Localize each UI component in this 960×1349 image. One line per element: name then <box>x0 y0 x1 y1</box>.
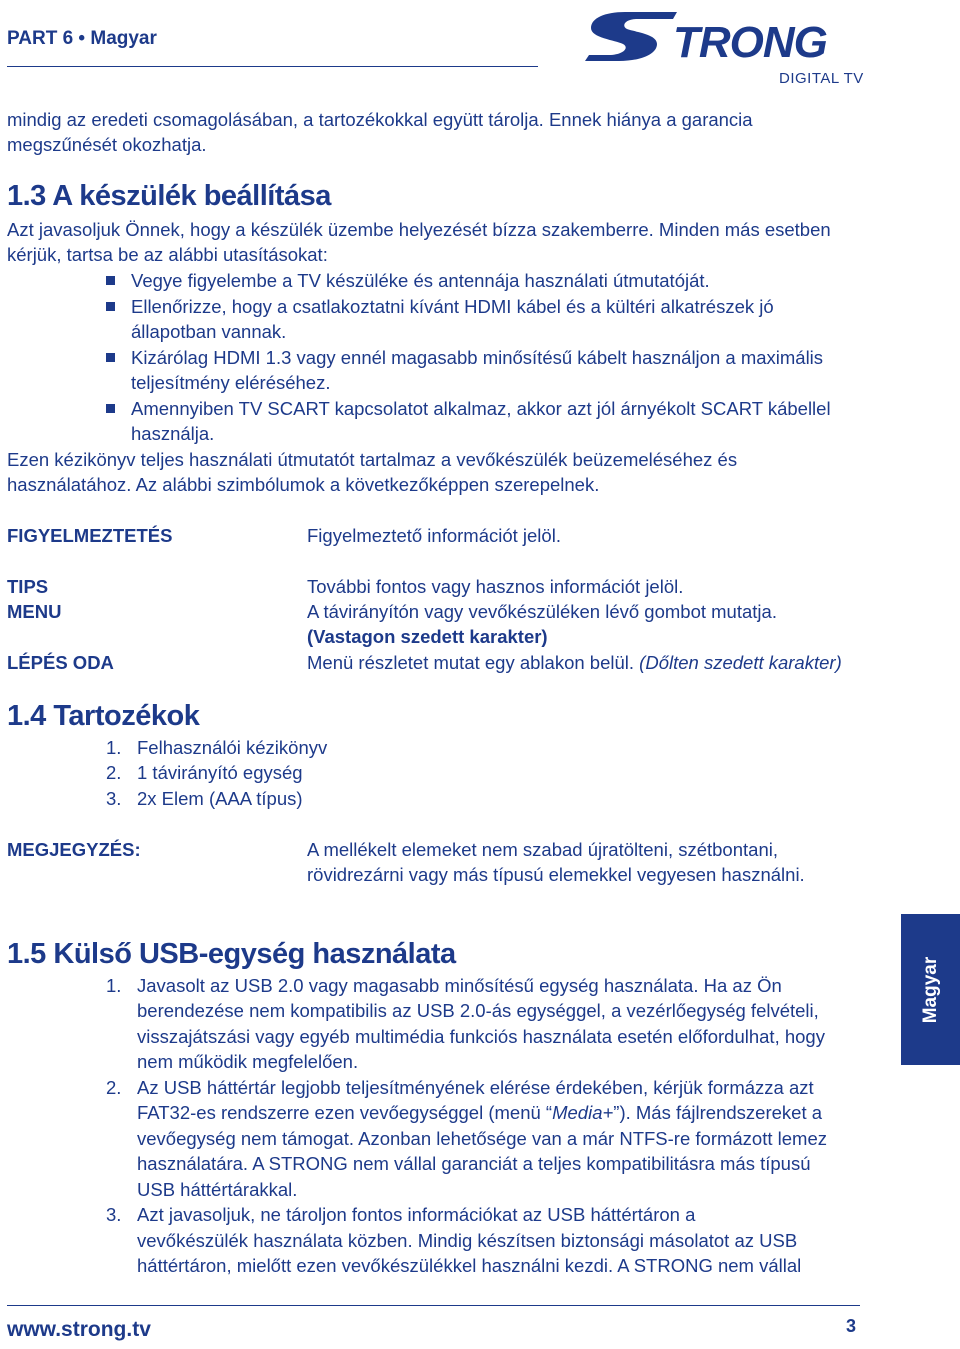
symbol-term-step: LÉPÉS ODA <box>7 652 114 673</box>
section-1-4-heading: 1.4 Tartozékok <box>7 700 200 732</box>
usb-item-line-start: FAT32-es rendszerre ezen vevőegységgel (menü “ <box>137 1102 553 1123</box>
usb-item-line: nem működik megfelelően. <box>137 1051 359 1072</box>
usb-item-line: visszajátszási vagy egyéb multimédia funkciós használata esetén előfordulhat, hogy <box>137 1026 825 1047</box>
note-line-1: A mellékelt elemeket nem szabad újratölteni, szétbontani, <box>307 839 778 860</box>
symbol-desc-warning: Figyelmeztető információt jelöl. <box>307 525 561 546</box>
svg-text:TRONG: TRONG <box>673 18 827 67</box>
footer-website-link[interactable]: www.strong.tv <box>7 1318 151 1341</box>
usb-item-line: berendezése nem kompatibilis az USB 2.0-ás egységgel, a vezérlőegység felvételi, <box>137 1000 819 1021</box>
menu-name-italic: Media+ <box>552 1102 614 1123</box>
usb-item-line: vevőegység nem támogat. Azonban lehetősége van a már NTFS-re formázott lemez <box>137 1128 827 1149</box>
section-1-3-after-line-2: használatához. Az alábbi szimbólumok a következőképpen szerepelnek. <box>7 474 600 495</box>
symbol-desc-menu-bold-note: (Vastagon szedett karakter) <box>307 626 548 647</box>
accessory-item: 1 távirányító egység <box>137 762 303 783</box>
strong-logo <box>585 8 860 73</box>
section-1-3-paragraph-line-1: Azt javasoljuk Önnek, hogy a készülék üzembe helyezését bízza szakemberre. Minden más esetben <box>7 219 831 240</box>
section-1-3-after-line-1: Ezen kézikönyv teljes használati útmutatót tartalmaz a vevőkészülék beüzemeléséhez és <box>7 449 738 470</box>
accessory-item: 2x Elem (AAA típus) <box>137 788 303 809</box>
symbol-term-warning: FIGYELMEZTETÉS <box>7 525 173 546</box>
strong-logo-graphic <box>585 8 860 68</box>
bullet-square-icon <box>106 302 115 311</box>
page-number: 3 <box>846 1316 857 1336</box>
intro-line-1: mindig az eredeti csomagolásában, a tartozékokkal együtt tárolja. Ennek hiánya a garancia <box>7 109 753 130</box>
symbol-desc-step-text: Menü részletet mutat egy ablakon belül. <box>307 652 635 673</box>
usb-item-line: USB háttértárakkal. <box>137 1179 298 1200</box>
symbol-desc-step <box>307 650 842 676</box>
usb-item-line: Javasolt az USB 2.0 vagy magasabb minősítésű egység használata. Ha az Ön <box>137 975 782 996</box>
accessory-item: Felhasználói kézikönyv <box>137 737 328 758</box>
symbol-desc-menu: A távirányítón vagy vevőkészüléken lévő gombot mutatja. <box>307 601 777 622</box>
accessory-item-number: 2. <box>106 762 122 783</box>
symbol-term-menu: MENU <box>7 601 62 622</box>
symbol-term-tips: TIPS <box>7 576 49 597</box>
footer-divider <box>7 1305 860 1306</box>
section-1-5-heading: 1.5 Külső USB-egység használata <box>7 938 456 970</box>
bullet-item: Ellenőrizze, hogy a csatlakoztatni kívánt HDMI kábel és a kültéri alkatrészek jó <box>131 296 774 317</box>
intro-line-2: megszűnését okozhatja. <box>7 134 207 155</box>
bullet-square-icon <box>106 404 115 413</box>
usb-item-line: Azt javasoljuk, ne tároljon fontos információkat az USB háttértáron a <box>137 1204 696 1225</box>
section-1-3-heading: 1.3 A készülék beállítása <box>7 180 331 212</box>
usb-item-number: 1. <box>106 975 122 996</box>
usb-item-line-end: ”). Más fájlrendszereket a <box>613 1102 823 1123</box>
page-header-part-label: PART 6 • Magyar <box>7 28 157 49</box>
note-term: MEGJEGYZÉS: <box>7 839 141 860</box>
usb-item-line: Az USB háttértár legjobb teljesítményének elérése érdekében, kérjük formázza azt <box>137 1077 814 1098</box>
usb-item-line: használatára. A STRONG nem vállal garanciát a teljes kompatibilitásra más típusú <box>137 1153 811 1174</box>
bullet-square-icon <box>106 353 115 362</box>
symbol-desc-tips: További fontos vagy hasznos információt jelöl. <box>307 576 684 597</box>
note-line-2: rövidrezárni vagy más típusú elemekkel vegyesen használni. <box>307 864 805 885</box>
usb-item-number: 3. <box>106 1204 122 1225</box>
usb-item-line: háttértáron, mielőtt ezen vevőkészülékkel használni kezdi. A STRONG nem vállal <box>137 1255 802 1276</box>
usb-item-number: 2. <box>106 1077 122 1098</box>
accessory-item-number: 1. <box>106 737 122 758</box>
logo-subtitle: DIGITAL TV <box>779 70 864 87</box>
bullet-item-continuation: teljesítmény eléréséhez. <box>131 372 331 393</box>
bullet-item: Kizárólag HDMI 1.3 vagy ennél magasabb minősítésű kábelt használjon a maximális <box>131 347 824 368</box>
usb-item-line: vevőkészülék használata közben. Mindig készítsen biztonsági másolatot az USB <box>137 1230 798 1251</box>
bullet-item: Amennyiben TV SCART kapcsolatot alkalmaz, akkor azt jól árnyékolt SCART kábellel <box>131 398 831 419</box>
symbol-desc-step-italic-note: (Dőlten szedett karakter) <box>639 652 842 673</box>
accessory-item-number: 3. <box>106 788 122 809</box>
header-divider <box>7 66 538 67</box>
bullet-item-continuation: állapotban vannak. <box>131 321 287 342</box>
bullet-item-continuation: használja. <box>131 423 215 444</box>
language-side-tab-label: Magyar <box>919 956 941 1023</box>
usb-item-line <box>137 1100 822 1126</box>
bullet-item: Vegye figyelembe a TV készüléke és antennája használati útmutatóját. <box>131 270 710 291</box>
section-1-3-paragraph-line-2: kérjük, tartsa be az alábbi utasításokat: <box>7 244 328 265</box>
bullet-square-icon <box>106 276 115 285</box>
language-side-tab <box>901 914 960 1065</box>
